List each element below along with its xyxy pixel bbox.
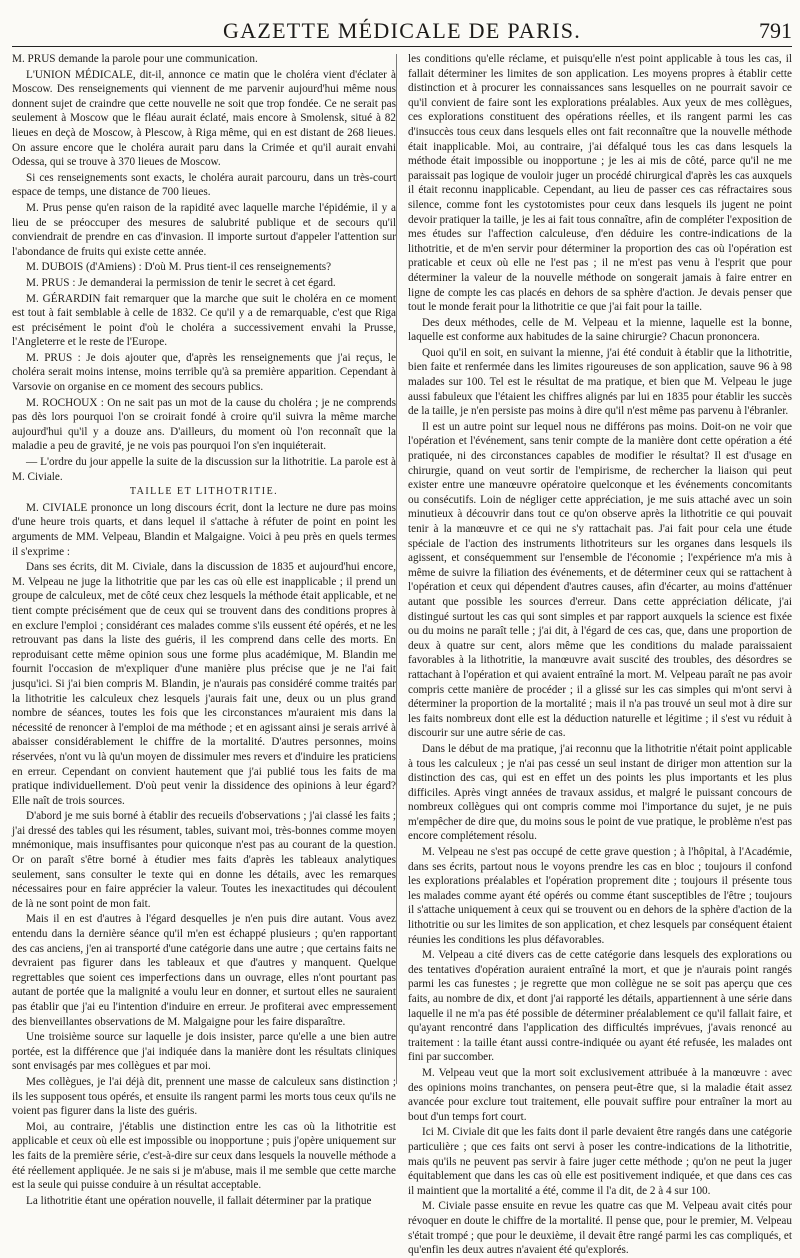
masthead bbox=[12, 8, 792, 48]
paragraph: Dans ses écrits, dit M. Civiale, dans la discussion de 1835 et aujourd'hui encore, M. Velpeau ne juge la lithotritie que par les cas où elle est inapplicable ; il prend un groupe de calculeux, met de côté ceux chez lesquels la méthode était applicable, et ne tient compte précisément que de ceux qui se trouvent dans des conditions propres à en exclure l'emploi ; considérant ces malades comme s'ils eussent été opérés, et ne les retrouvant pas dans la liste des guéris, il les comprend dans celle des morts. En reproduisant cette même opinion sous une forme plus académique, M. Blandin me fournit l'occasion de m'expliquer d'une manière plus précise que je ne l'ai fait jusqu'ici. Si j'ai bien compris M. Blandin, je n'aurais pas considéré comme traités par la lithotritie les calculeux chez lesquels j'aurais fait une, deux ou un plus grand nombre de séances, toutes les fois que les circonstances m'auraient mis dans la nécessité de renoncer à l'emploi de ma méthode ; et en agissant ainsi je serais arrivé à abaisser considérablement le chiffre de la mortalité. D'autres personnes, moins réservées, n'ont vu là qu'un moyen de dissimuler mes revers et d'induire les praticiens en erreur. Cependant on convient hautement que j'ai publié tous les faits de ma pratique individuellement. D'où peut venir la dissidence des opinions à leur égard? Elle naît de trois sources. bbox=[12, 561, 396, 807]
column-divider bbox=[396, 54, 397, 1084]
section-heading: TAILLE ET LITHOTRITIE. bbox=[129, 486, 279, 498]
paragraph: Il est un autre point sur lequel nous ne différons pas moins. Doit-on ne voir que l'opération et l'événement, sans tenir compte de la manière dont cette opération a été pratiquée, ni des circonstances capables de modifier le résultat? Il est d'usage en chirurgie, quand on veut sortir de l'empirisme, de rechercher la liaison qui peut exister entre une manœuvre opératoire quelconque et les événements concomitants ou consécutifs. Loin de négliger cette appréciation, je me suis attaché avec un soin minutieux à découvrir dans tout ce qu'on observe après la lithotritie ce qui pouvait tenir à la manœuvre et ce qui ne s'y rattachait pas. J'ai fait pour cela une étude spéciale de l'action des instruments lithotriteurs sur les organes dans lesquels ils agissent, et conséquemment sur l'ensemble de l'économie ; l'expérience m'a mis à même de suivre la filiation des événements, et de déterminer ceux qui se rattachent à l'opération et ceux qui dépendent d'autres causes, afin d'écarter, au moins d'atténuer autant que possible les sources d'erreur. Dans cette appréciation délicate, j'ai distingué surtout les cas qui sont simples et par rapport auxquels la science est fixée ou du moins ne paraît telle ; j'ai dit, à l'égard de ces cas, que, dans une proportion de deux à quatre sur cent, alors même que les conditions du malade paraissaient favorables à la lithotritie, la manœuvre avait suscité des troubles, des désordres se rattachant à l'opération et qui avaient entraîné la mort. M. Velpeau paraît ne pas avoir compris cette manière de procéder ; il a glissé sur les cas simples qui m'ont servi à déterminer la proportion de la mortalité ; mais il n'a pas trouvé un seul mot à dire sur les faits nombreux dont elle est la déduction naturelle et légitime ; il s'est vu réduit à discourir sur une autre série de cas. bbox=[408, 420, 792, 740]
paragraph: les conditions qu'elle réclame, et puisqu'elle n'est point applicable à tous les cas, il fallait déterminer les limites de son application. Les moyens propres à établir cette distinction et à procurer les connaissances sans lesquelles on ne pourrait savoir ce qu'il convient de faire sont les explorations préalables. Aux yeux de mes collègues, ces explorations constituent des opérations réelles, et ils rangent parmi les cas d'insuccès tous ceux dans lesquels elles ont fait reconnaître que la nouvelle méthode était inapplicable. Moi, au contraire, j'ai défalqué tous les cas dans lesquels la méthode était impossible ou inopportune ; je les ai mis de côté, parce qu'il ne me paraissait pas logique de vouloir juger un procédé chirurgical d'après les cas auxquels il était reconnu inapplicable. Cependant, au lieu de passer ces cas réfractaires sous silence, comme font les cystotomistes pour ceux dans lesquels ils jugent ne point devoir pratiquer la taille, je les ai fait tous connaître, afin de compléter l'exposition de mes études sur l'affection calculeuse, d'en déduire les contre-indications de la lithotritie, et de m'en servir pour déterminer la proportion des cas où l'opération est praticable et ceux où elle ne l'est pas ; il ne m'est pas venu à l'esprit que pour déterminer la valeur de la nouvelle méthode on songerait jamais à faire entrer en ligne de compte les cas placés en dehors de sa sphère d'action. Je devais penser que tout le monde ferait pour la lithotritie ce que j'ai fait pour la taille. bbox=[408, 53, 792, 314]
paragraph: M. PRUS : Je dois ajouter que, d'après les renseignements que j'ai reçus, le choléra serait moins intense, moins terrible qu'à sa première apparition. Cependant à Varsovie on organise en ce moment des secours publics. bbox=[12, 351, 396, 394]
paragraph: L'UNION MÉDICALE, dit-il, annonce ce matin que le choléra vient d'éclater à Moscow. Des renseignements qui viennent de me parvenir aujourd'hui même nous donnent sujet de craindre que cette nouvelle ne soit que trop fondée. Ce ne serait pas seulement à Moscow que le fléau aurait éclaté, mais encore à Smolensk, situé à 82 lieues en deçà de Moscow, à Plescow, à Riga même, qui en est distant de 268 lieues. On assure encore que le choléra aurait paru dans la Crimée et qu'il aurait envahi Odessa, qui se trouve à 370 lieues de Moscow. bbox=[12, 68, 396, 169]
paragraph: Quoi qu'il en soit, en suivant la mienne, j'ai été conduit à établir que la lithotritie, bien faite et renfermée dans les limites rigoureuses de son application, sauve 96 à 98 malades sur 100. Tel est le résultat de ma pratique, et bien que M. Velpeau le juge aussi fabuleux que l'étaient les chiffres alignés par lui en 1835 pour établir les succès de la taille, je n'en persiste pas moins à dire qu'il n'est même pas parvenu à l'ébranler. bbox=[408, 346, 792, 418]
paragraph: M. PRUS : Je demanderai la permission de tenir le secret à cet égard. bbox=[26, 276, 336, 289]
paragraph: M. Prus pense qu'en raison de la rapidité avec laquelle marche l'épidémie, il y a lieu de se préoccuper des mesures de salubrité publique et de secours qu'il conviendrait de prendre en cas d'invasion. Il importe surtout d'appeler l'attention sur l'abondance de fruits qui existe cette année. bbox=[12, 201, 396, 258]
paragraph: M. PRUS demande la parole pour une communication. bbox=[12, 53, 258, 65]
paragraph: M. Velpeau ne s'est pas occupé de cette grave question ; à l'hôpital, à l'Académie, dans ses écrits, partout nous le voyons prendre les cas en bloc ; toujours il confond les explorations préalables et l'opération proprement dite ; toujours il présente tous les malades comme ayant été opérés ou comme étant susceptibles de l'être ; toujours il s'attache uniquement à ceux qui se trouvent ou en dehors de la sphère d'action de la lithotritie ou sur les limites de son application, et chez lesquels par conséquent étaient réunies les conditions les plus défavorables. bbox=[408, 846, 792, 946]
right-column bbox=[408, 52, 792, 1257]
header-rule bbox=[12, 46, 792, 47]
paragraph: Mes collègues, je l'ai déjà dit, prennent une masse de calculeux sans distinction ; ils les supposent tous opérés, et ensuite ils rangent parmi les morts tous ceux qu'ils ne voient pas figurer dans la liste des guéris. bbox=[12, 1075, 396, 1118]
paragraph: Dans le début de ma pratique, j'ai reconnu que la lithotritie n'était point applicable à tous les calculeux ; je n'ai pas cessé un seul instant de diriger mon attention sur la distinction des cas, qui est en effet un des points les plus importants et les plus difficiles. Après vingt années de travaux assidus, et malgré le puissant concours de nombreux collègues qui ont compris comme moi l'importance du sujet, je ne puis m'empêcher de dire que, du moins sous le point de vue pratique, le problème n'est pas encore complétement résolu. bbox=[408, 742, 792, 843]
paragraph: M. DUBOIS (d'Amiens) : D'où M. Prus tient-il ces renseignements? bbox=[26, 261, 332, 274]
paragraph: Des deux méthodes, celle de M. Velpeau et la mienne, laquelle est la bonne, laquelle est conforme aux habitudes de la saine chirurgie? Chacun prononcera. bbox=[408, 316, 792, 344]
left-column bbox=[12, 52, 396, 1207]
page-number: 791 bbox=[759, 18, 792, 43]
paragraph: M. Velpeau veut que la mort soit exclusivement attribuée à la manœuvre : avec des opinions moins tranchantes, on pensera peut-être que, si la maladie était assez avancée pour exclure tout traitement, elle pouvait suffire pour entraîner la mort au bout d'un temps fort court. bbox=[408, 1066, 792, 1123]
paragraph: M. GÉRARDIN fait remarquer que la marche que suit le choléra en ce moment est tout à fait semblable à celle de 1832. Ce qu'il y a de remarquable, c'est que Riga est précisément le point d'où le choléra a successivement envahi la Prusse, l'Angleterre et le reste de l'Europe. bbox=[12, 292, 396, 349]
paragraph: — L'ordre du jour appelle la suite de la discussion sur la lithotritie. La parole est à M. Civiale. bbox=[12, 456, 396, 483]
paragraph: Ici M. Civiale dit que les faits dont il parle devaient être rangés dans une catégorie particulière ; que ces faits ont servi à poser les contre-indications de la lithotritie, mais qu'ils ne peuvent pas servir à faire juger cette méthode ; qu'on ne peut la juger équitablement que dans les cas où elle est positivement indiquée, et que dans ces cas il maintient que la mortalité a été, comme il l'a dit, de 2 à 4 sur 100. bbox=[408, 1126, 792, 1197]
page-title: GAZETTE MÉDICALE DE PARIS. bbox=[222, 18, 582, 43]
paragraph: Moi, au contraire, j'établis une distinction entre les cas où la lithotritie est applicable et ceux où elle est impossible ou inopportune ; puis j'opère uniquement sur les faits de la première série, c'est-à-dire sur ceux dans lesquels la nouvelle méthode a été réellement appliquée. Je ne sais si je m'abuse, mais il me semble que cette marche est la seule qui puisse conduire à un résultat acceptable. bbox=[12, 1120, 396, 1192]
paragraph: M. CIVIALE prononce un long discours écrit, dont la lecture ne dure pas moins d'une heure trois quarts, et dans lequel il s'attache à réfuter de point en point les arguments de MM. Velpeau, Blandin et Malgaigne. Voici à peu près en quels termes il s'exprime : bbox=[12, 501, 396, 558]
paragraph: Une troisième source sur laquelle je dois insister, parce qu'elle a une bien autre portée, est la différence que j'ai indiquée dans la manière dont les résultats cliniques sont envisagés par mes collègues et par moi. bbox=[12, 1031, 396, 1073]
paragraph: La lithotritie étant une opération nouvelle, il fallait déterminer par la pratique bbox=[26, 1194, 372, 1207]
paragraph: Mais il en est d'autres à l'égard desquelles je n'en puis dire autant. Vous avez entendu dans la dernière séance qu'il m'en est échappé plusieurs ; qu'en rapportant des cas anciens, j'en ai transporté d'une catégorie dans une autre ; que certains faits ne devraient pas figurer dans les tableaux et que d'autres y manquent. Quelque regrettables que soient ces imperfections dans un ouvrage, elles n'ont pourtant pas autant de portée que la malignité a voulu leur en donner, et surtout elles ne sauraient pas établir que j'ai eu l'intention d'induire en erreur. Je profiterai avec empressement des bienveillantes observations de M. Malgaigne pour les faire disparaître. bbox=[12, 913, 396, 1028]
paragraph: Si ces renseignements sont exacts, le choléra aurait parcouru, dans un très-court espace de temps, une distance de 700 lieues. bbox=[12, 171, 396, 199]
paragraph: M. ROCHOUX : On ne sait pas un mot de la cause du choléra ; je ne comprends pas dès lors pourquoi l'on se croirait fondé à croire qu'il suivra la même marche aujourd'hui qu'il y a douze ans. D'ailleurs, du moment où l'on reconnaît que la maladie a peu de gravité, je ne vois pas pourquoi l'on s'en inquiéterait. bbox=[12, 396, 396, 453]
paragraph: M. Civiale passe ensuite en revue les quatre cas que M. Velpeau avait cités pour révoquer en doute le chiffre de la mortalité. Il pense que, pour le premier, M. Velpeau s'était trompé ; que pour le deuxième, il devait être rangé parmi les cas compliqués, et qu'enfin les deux autres n'avaient été qu'explorés. bbox=[408, 1200, 792, 1257]
paragraph: M. Velpeau a cité divers cas de cette catégorie dans lesquels des explorations ou des tentatives d'opération auraient entraîné la mort, et que je n'aurais point rangés parmi les cas funestes ; je regrette que mon collègue ne se soit pas aperçu que ces faits, au nombre de dix, et dont j'ai rapporté les détails, appartiennent à une série dans laquelle il ne m'a pas été possible de déterminer préalablement ce qu'il fallait faire, et qu'ayant rencontré dans l'application des difficultés imprévues, j'avais renoncé au traitement : la taille étant aussi contre-indiquée ou ayant été refusée, les malades ont fini par succomber. bbox=[408, 949, 792, 1064]
article-columns bbox=[12, 52, 792, 1257]
paragraph: D'abord je me suis borné à établir des recueils d'observations ; j'ai classé les faits ; j'ai dressé des tables qui les résument, tables, suivant moi, très-bonnes comme moyen mnémonique, mais insuffisantes pour quiconque n'est pas au courant de la question. Or on paraît s'être borné à étudier mes faits d'après les tableaux analytiques seulement, sans consulter le texte qui en donne les détails, avec les remarques nécessaires pour en faire apprécier la valeur. Toutes les inexactitudes qui découlent de là ne sont point de mon fait. bbox=[12, 810, 396, 910]
